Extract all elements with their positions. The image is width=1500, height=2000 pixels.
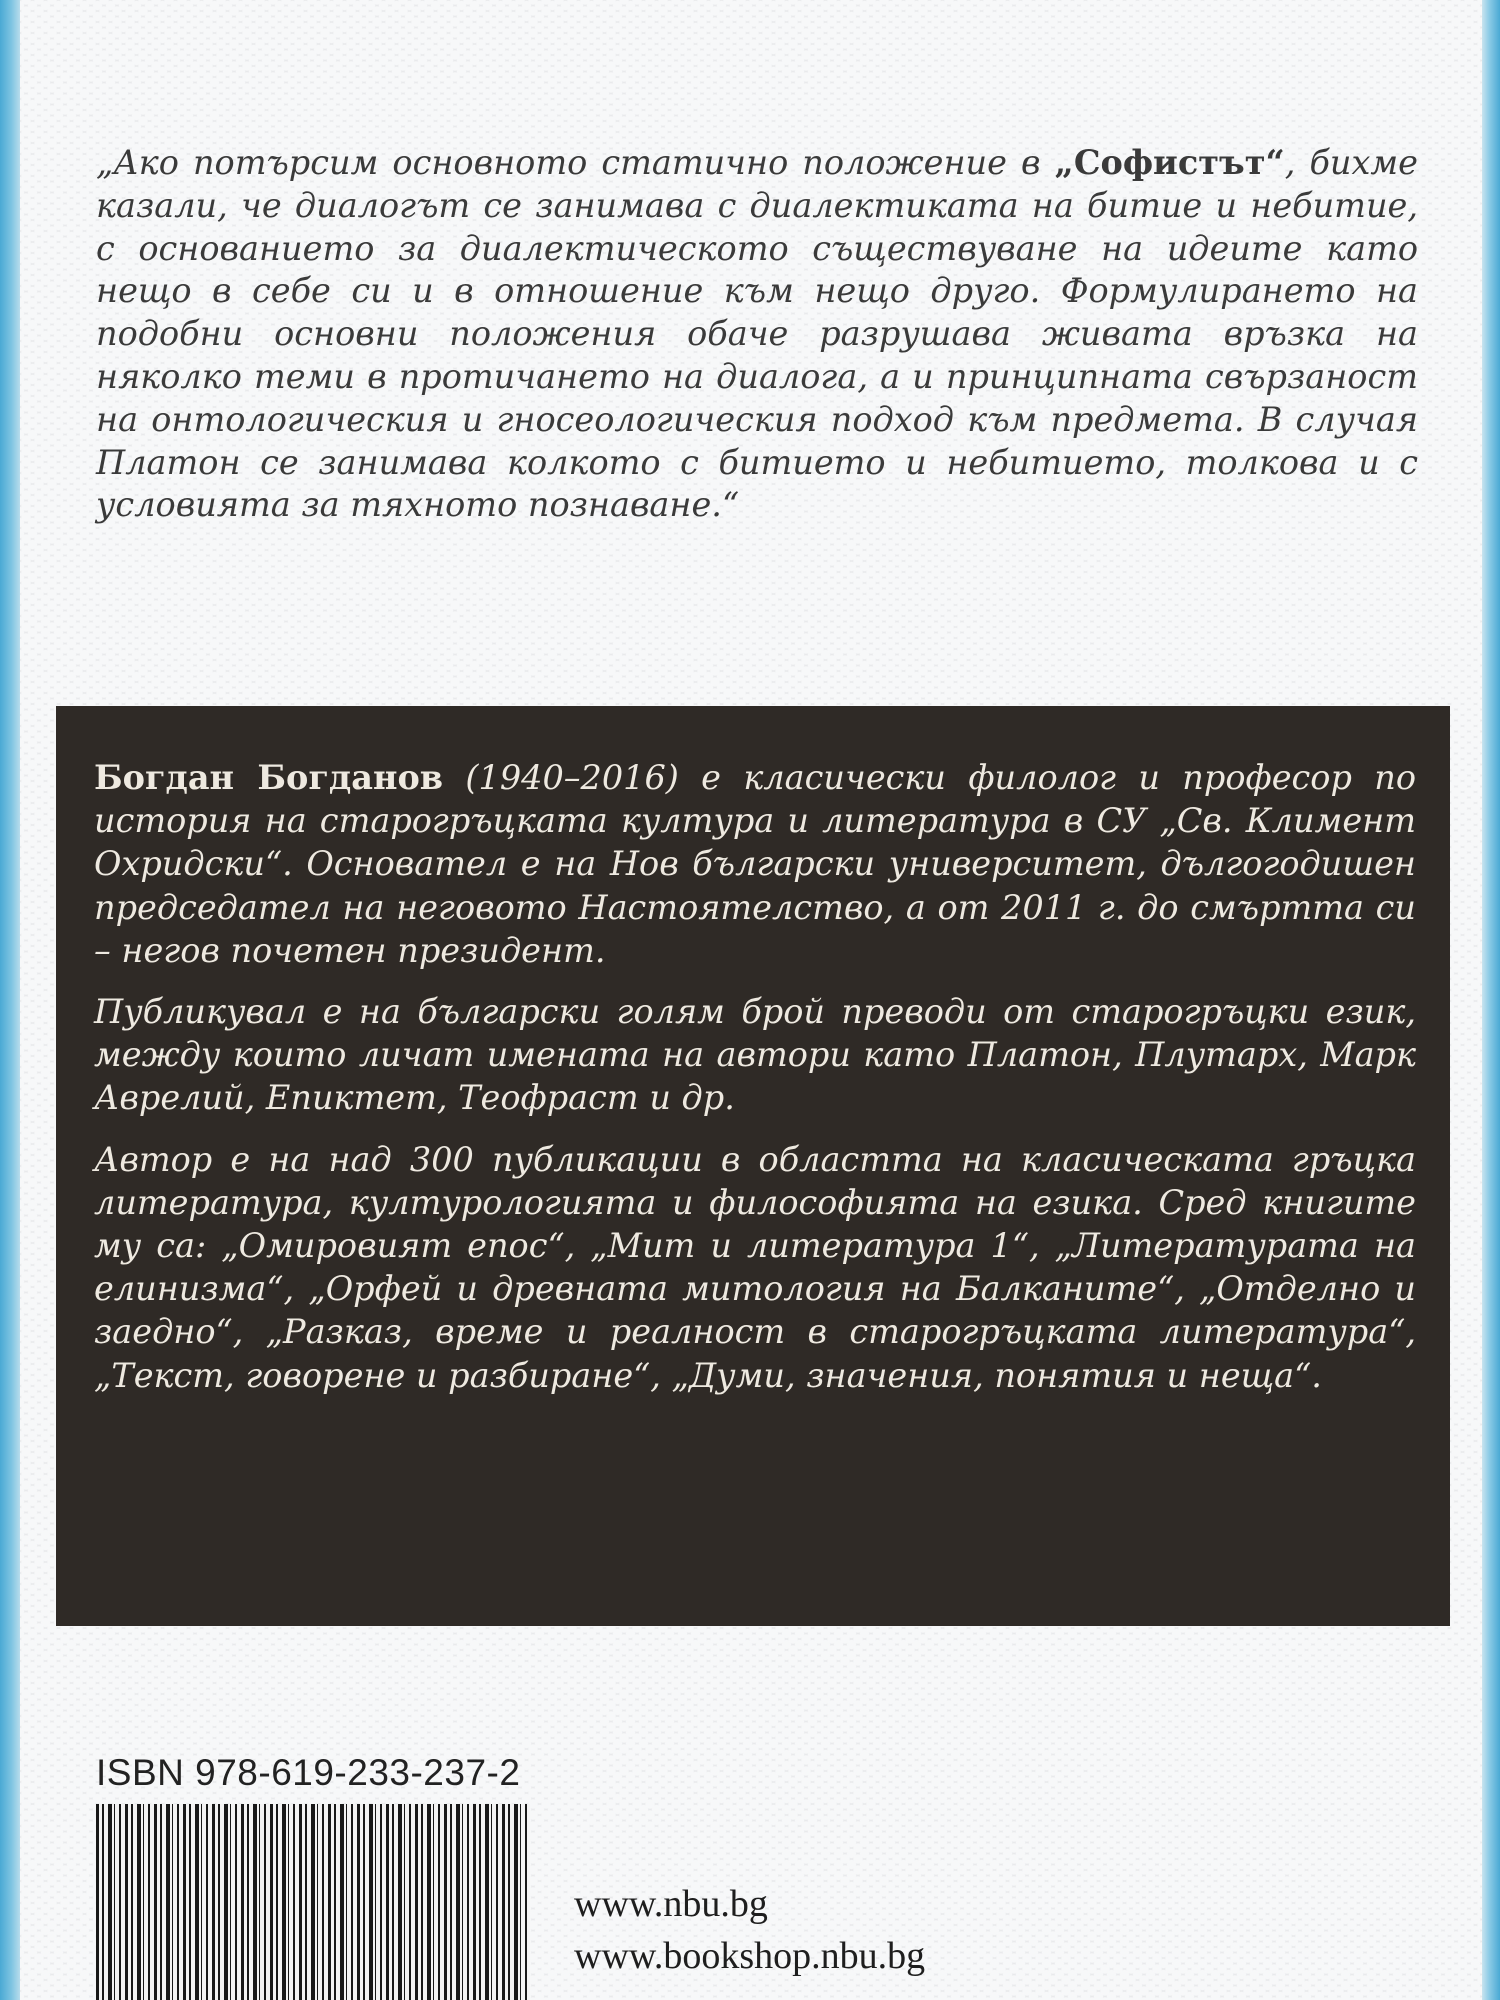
- book-spine-edge-left: [0, 0, 20, 2000]
- quote-text-before-title: Ако потърсим основното статично положение в: [113, 143, 1055, 182]
- bio-paragraph-1: [94, 756, 1416, 972]
- quote-text-after-title: , бихме казали, че диалогът се занимава с диалектиката на битие и небитие, с основанието за диалектическото съществуване на идеите като нещо в себе си и в отношение към нещо друго. Формулирането на подобни основни положения обаче разрушава живата връзка на няколко теми в протичането на диалога, а и принципната свързаност на онтологическия и гносеологическия подход към предмета. В случая Платон се занимава колкото с битието и небитието, толкова и с условията за тяхното познаване.“: [96, 143, 1418, 525]
- isbn-number: ISBN 978-619-233-237-2: [96, 1752, 521, 1793]
- isbn-barcode: [96, 1804, 530, 2000]
- back-cover-quote: [96, 142, 1418, 527]
- quote-open-mark: „: [96, 143, 114, 182]
- publisher-site-url: www.nbu.bg: [574, 1883, 768, 1925]
- publisher-urls: [574, 1878, 925, 1982]
- bio-paragraph-2: Публикувал е на български голям брой преводи от старогръцки език, между които личат имената на автори като Платон, Плутарх, Марк Аврелий, Епиктет, Теофраст и др.: [94, 992, 1416, 1118]
- author-bio-box: [56, 706, 1450, 1626]
- book-edge-right: [1482, 0, 1500, 2000]
- bio-paragraph-1-text: (1940–2016) е класически филолог и професор по история на старогръцката култура и литература в СУ „Св. Климент Охридски“. Основател е на Нов български университет, дългогодишен председател на неговото Настоятелство, а от 2011 г. до смъртта си – негов почетен президент.: [94, 758, 1417, 970]
- bio-author-name: Богдан Богданов: [94, 758, 444, 797]
- quote-book-title: „Софистът“: [1054, 143, 1285, 182]
- bookshop-url: www.bookshop.nbu.bg: [574, 1935, 926, 1977]
- bio-paragraph-3: Автор е на над 300 публикации в областта на класическата гръцка литература, културологията и философията на езика. Сред книгите му са: „Омировият епос“, „Мит и литература 1“, „Литературата на елинизма“, „Орфей и древната митология на Балканите“, „Отделно и заедно“, „Разказ, време и реалност в старогръцката литература“, „Текст, говорене и разбиране“, „Думи, значения, понятия и неща“.: [94, 1139, 1416, 1395]
